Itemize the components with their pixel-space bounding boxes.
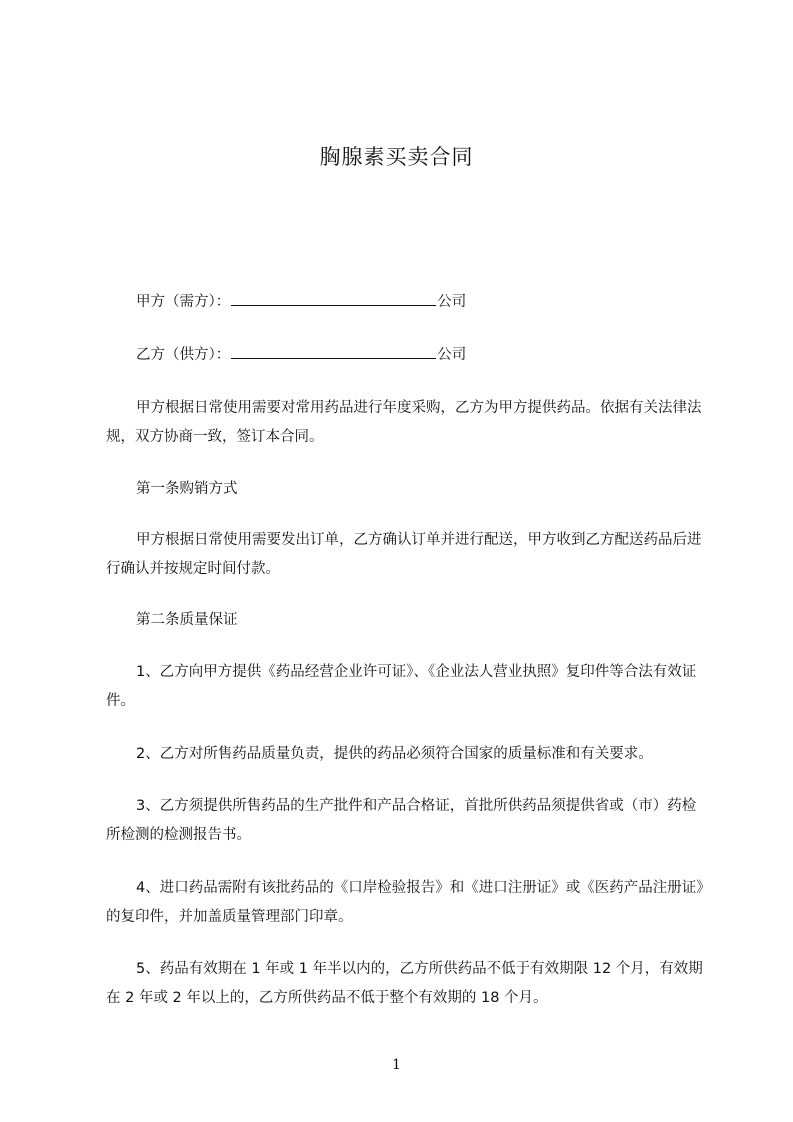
clause-2: 2、乙方对所售药品质量负责，提供的药品必须符合国家的质量标准和有关要求。 bbox=[136, 746, 653, 762]
party-b-blank bbox=[231, 343, 436, 359]
clause-3: 3、乙方须提供所售药品的生产批件和产品合格证，首批所供药品须提供省或（市）药检所检测的检测报告书。 bbox=[106, 798, 697, 843]
party-a-blank bbox=[231, 290, 436, 306]
intro-paragraph: 甲方根据日常使用需要对常用药品进行年度采购，乙方为甲方提供药品。依据有关法律法规，双方协商一致，签订本合同。 bbox=[106, 400, 702, 445]
article2-heading: 第二条质量保证 bbox=[136, 612, 238, 628]
party-b-suffix: 公司 bbox=[437, 347, 467, 363]
party-b-label: 乙方（供方）： bbox=[136, 347, 231, 363]
article1-heading: 第一条购销方式 bbox=[136, 481, 238, 497]
clause-5: 5、药品有效期在 1 年或 1 年半以内的，乙方所供药品不低于有效期限 12 个月，有效期在 2 年或 2 年以上的，乙方所供药品不低于整个有效期的 18 个月。 bbox=[106, 961, 703, 1006]
clause-4: 4、进口药品需附有该批药品的《口岸检验报告》和《进口注册证》或《医药产品注册证》的复印件，并加盖质量管理部门印章。 bbox=[106, 880, 704, 925]
article1-paragraph: 甲方根据日常使用需要发出订单，乙方确认订单并进行配送，甲方收到乙方配送药品后进行确认并按规定时间付款。 bbox=[106, 532, 702, 577]
clause-1: 1、乙方向甲方提供《药品经营企业许可证》、《企业法人营业执照》复印件等合法有效证件。 bbox=[106, 664, 697, 709]
party-a-line bbox=[136, 290, 466, 312]
party-a-suffix: 公司 bbox=[437, 294, 467, 310]
party-a-label: 甲方（需方）： bbox=[136, 294, 231, 310]
document-title: 胸腺素买卖合同 bbox=[319, 145, 474, 169]
page-number: 1 bbox=[392, 1057, 401, 1073]
party-b-line bbox=[136, 343, 466, 365]
